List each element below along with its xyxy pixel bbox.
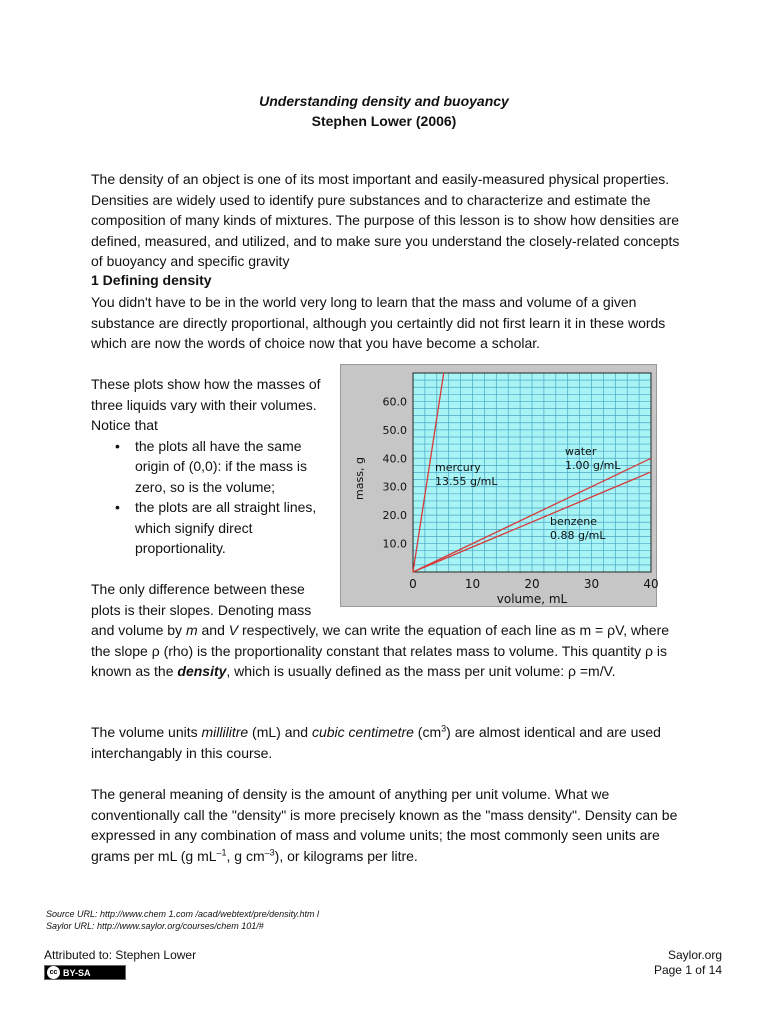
text-run: , where the slope ρ (rho) is the proportionality constant that relates mass to volume. This quantity ρ is known as the	[91, 622, 670, 679]
chart-svg	[341, 365, 659, 606]
y-tick-label: 40.0	[382, 452, 407, 466]
series-value-mercury: 13.55 g/mL	[435, 475, 498, 488]
symbol-v: V	[228, 622, 239, 638]
saylor-url: Saylor URL: http://www.saylor.org/courses/chem 101/#	[46, 921, 264, 931]
section-paragraph-1: You didn't have to be in the world very long to learn that the mass and volume of a given substance are directly proportional, although you certaintly did not first learn it in these words which are now the words of choice now that you have become a scholar.	[91, 294, 666, 351]
bullet-list	[91, 436, 336, 559]
text-run: , which is usually defined as the mass per unit volume:	[226, 663, 569, 679]
text-run: and volume by	[91, 622, 186, 638]
cc-license-badge	[44, 965, 126, 980]
source-url: Source URL: http://www.chem 1.com /acad/webtext/pre/density.htm l	[46, 909, 319, 919]
attribution: Attributed to: Stephen Lower	[44, 948, 197, 962]
y-tick-label: 50.0	[382, 423, 407, 437]
text-run: , g cm	[226, 847, 265, 864]
density-chart	[340, 364, 657, 607]
series-label-mercury: mercury	[435, 461, 481, 474]
y-tick-label: 20.0	[382, 509, 407, 523]
term-cubic-centimetre: cubic centimetre	[311, 724, 414, 740]
x-tick-label: 0	[409, 577, 417, 591]
symbol-m: m	[185, 622, 198, 638]
series-value-water: 1.00 g/mL	[565, 459, 621, 472]
term-millilitre: millilitre	[201, 724, 249, 740]
text-run: ) are almost identical and are used interchangably in this course.	[91, 724, 661, 761]
site-name: Saylor.org	[667, 948, 722, 962]
slopes-text: The only difference between these plots is their slopes. Denoting mass	[91, 581, 312, 618]
superscript: 3	[441, 723, 447, 734]
y-tick-label: 30.0	[382, 480, 407, 494]
superscript: –3	[264, 846, 275, 857]
series-label-benzene: benzene	[550, 515, 598, 528]
x-axis-label: volume, mL	[496, 592, 568, 606]
general-paragraph	[91, 784, 686, 866]
text-run: ), or kilograms per litre.	[274, 847, 418, 864]
doc-title: Understanding density and buoyancy	[259, 93, 509, 109]
text-run: The volume units	[91, 724, 202, 740]
text-run: and	[197, 622, 229, 638]
x-tick-label: 30	[583, 577, 600, 591]
text-run: The general meaning of density is the amount of anything per unit volume. What we conventionally call the "density" is more precisely known as the "mass density". Density can be expressed in any combination of mass and volume units; the most commonly seen units are grams per mL (g mL	[91, 786, 678, 864]
section-heading: 1 Defining density	[91, 272, 212, 288]
plots-description	[91, 374, 336, 559]
intro-paragraph: The density of an object is one of its most important and easily-measured physical properties. Densities are widely used to identify pure substances and to characterize and estimate the composition of many kinds of mixtures. The purpose of this lesson is to show how densities are defined, measured, and utilized, and to make sure you understand the closely-related concepts of buoyancy and specific gravity	[91, 171, 680, 269]
equation: ρ =m/V.	[568, 663, 616, 679]
x-tick-label: 20	[524, 577, 540, 591]
text-run: (cm	[413, 724, 442, 740]
series-value-benzene: 0.88 g/mL	[550, 529, 606, 542]
doc-author: Stephen Lower (2006)	[311, 113, 457, 129]
bullet-item: • the plots all have the same origin of (0,0): if the mass is zero, so is the volume;	[135, 436, 336, 498]
license-label: BY-SA	[63, 967, 91, 978]
page-number: Page 1 of 14	[653, 963, 722, 977]
text-run: respectively, we can write the equation of each line as	[238, 622, 580, 638]
x-tick-label: 10	[464, 577, 481, 591]
equation: m = ρV	[579, 622, 624, 638]
units-paragraph	[91, 722, 686, 763]
density-term: density	[177, 663, 227, 679]
slopes-paragraph	[91, 620, 686, 682]
cc-icon: cc	[47, 966, 60, 979]
x-tick-label: 40	[643, 577, 659, 591]
superscript: –1	[216, 846, 227, 857]
y-tick-label: 10.0	[382, 537, 407, 551]
text-run: (mL) and	[248, 724, 312, 740]
y-tick-label: 60.0	[382, 395, 407, 409]
plots-intro: These plots show how the masses of three liquids vary with their volumes. Notice that	[91, 376, 321, 433]
series-label-water: water	[565, 445, 597, 458]
y-axis-label: mass, g	[353, 457, 366, 500]
bullet-item: • the plots are all straight lines, which signify direct proportionality.	[135, 497, 336, 559]
